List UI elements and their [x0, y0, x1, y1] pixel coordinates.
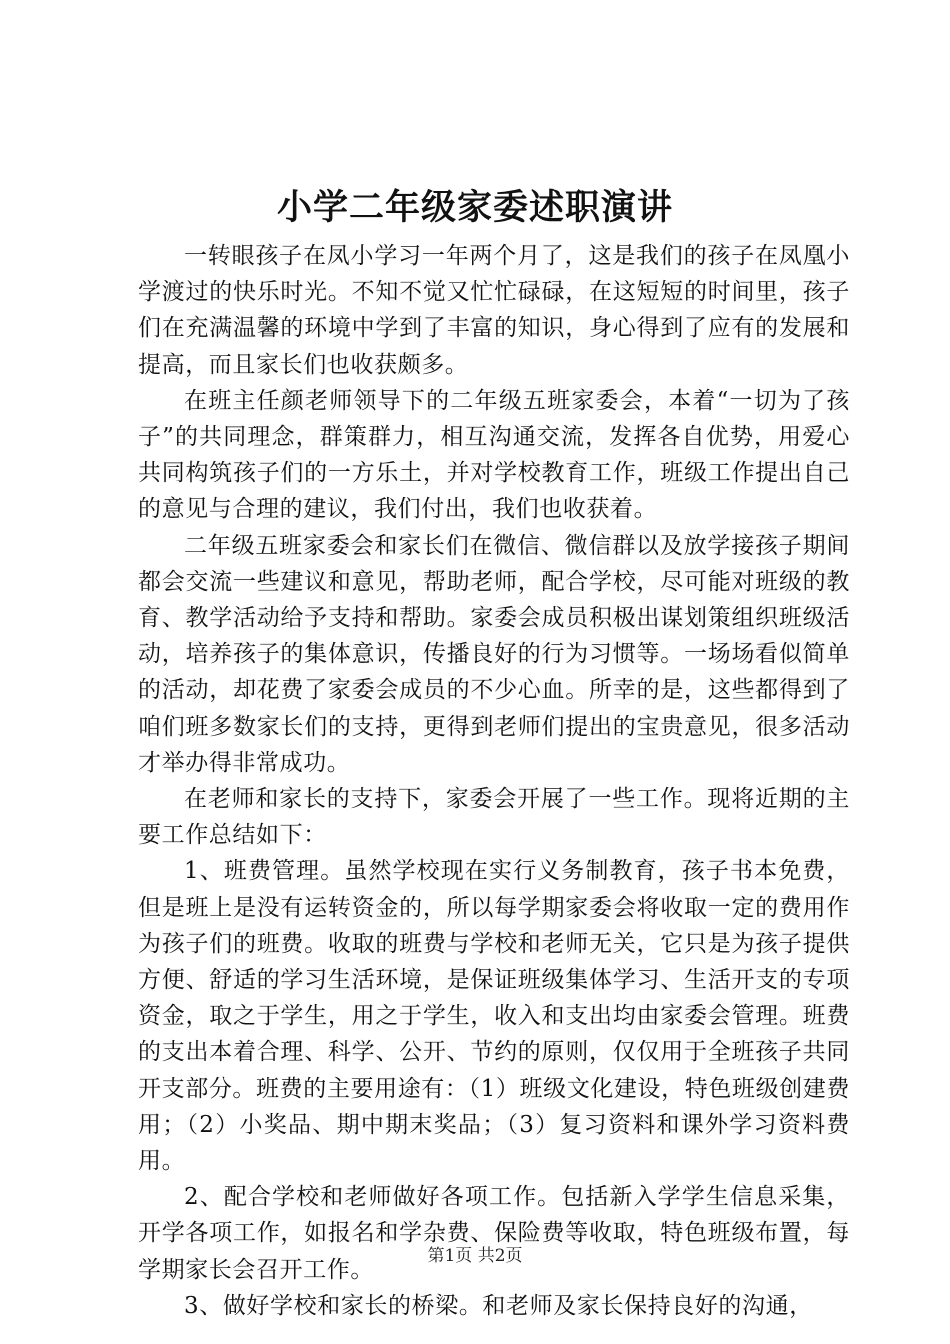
paragraph-committee: 在班主任颜老师领导下的二年级五班家委会，本着“一切为了孩子”的共同理念，群策群力，相互沟通交流，发挥各自优势，用爱心共同构筑孩子们的一方乐土，并对学校教育工作，班级工作提出自己的意见与合理的建议，我们付出，我们也收获着。 — [138, 387, 850, 523]
page-footer: 第1页 共2页 — [427, 1246, 523, 1266]
paragraph-summary-intro: 在老师和家长的支持下，家委会开展了一些工作。现将近期的主要工作总结如下： — [138, 786, 850, 849]
document-body — [138, 238, 850, 1324]
paragraph-item-2: 2、配合学校和老师做好各项工作。包括新入学学生信息采集，开学各项工作，如报名和学杂费、保险费等收取，特色班级布置，每学期家长会召开工作。 — [138, 1184, 850, 1283]
paragraph-communication: 二年级五班家委会和家长们在微信、微信群以及放学接孩子期间都会交流一些建议和意见，帮助老师，配合学校，尽可能对班级的教育、教学活动给予支持和帮助。家委会成员积极出谋划策组织班级活动，培养孩子的集体意识，传播良好的行为习惯等。一场场看似简单的活动，却花费了家委会成员的不少心血。所幸的是，这些都得到了咱们班多数家长们的支持，更得到老师们提出的宝贵意见，很多活动才举办得非常成功。 — [138, 532, 850, 776]
paragraph-item-3: 3、做好学校和家长的桥梁。和老师及家长保持良好的沟通， — [184, 1292, 813, 1319]
document-title: 小学二年级家委述职演讲 — [276, 187, 673, 228]
paragraph-intro: 一转眼孩子在凤小学习一年两个月了，这是我们的孩子在凤凰小学渡过的快乐时光。不知不觉又忙忙碌碌，在这短短的时间里，孩子们在充满温馨的环境中学到了丰富的知识，身心得到了应有的发展和提高，而且家长们也收获颇多。 — [138, 243, 850, 378]
paragraph-item-1: 1、班费管理。虽然学校现在实行义务制教育，孩子书本免费，但是班上是没有运转资金的，所以每学期家委会将收取一定的费用作为孩子们的班费。收取的班费与学校和老师无关，它只是为孩子提供方便、舒适的学习生活环境，是保证班级集体学习、生活开支的专项资金，取之于学生，用之于学生，收入和支出均由家委会管理。班费的支出本着合理、科学、公开、节约的原则，仅仅用于全班孩子共同开支部分。班费的主要用途有：（1）班级文化建设，特色班级创建费用；（2）小奖品、期中期末奖品；（3）复习资料和课外学习资料费用。 — [138, 858, 850, 1175]
